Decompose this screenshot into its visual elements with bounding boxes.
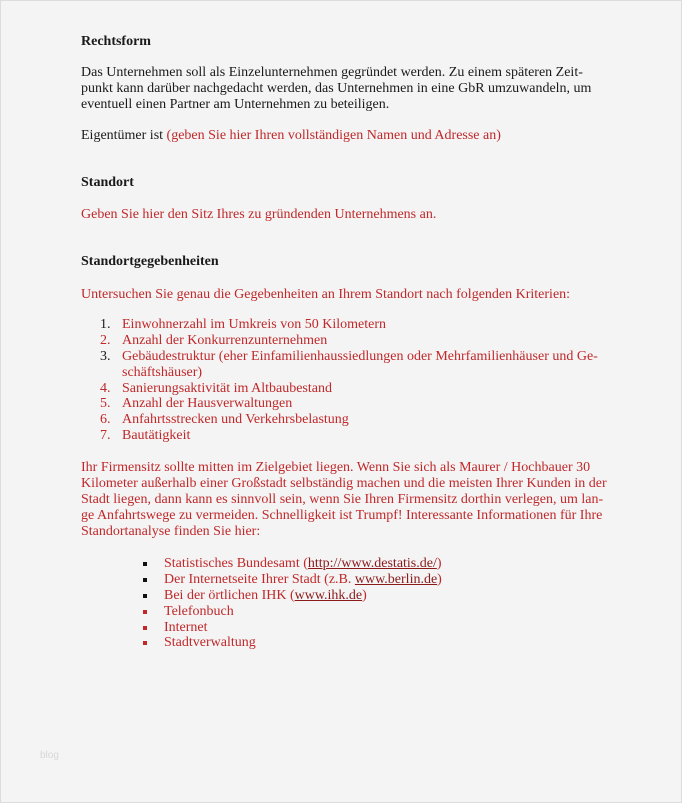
owner-placeholder: (geben Sie hier Ihren vollständigen Namen und Adresse an): [166, 128, 501, 143]
list-number: 5.: [100, 396, 111, 412]
list-number: 2.: [100, 332, 111, 348]
list-text: Telefonbuch: [164, 603, 234, 619]
list-text: Anzahl der Hausverwaltungen: [122, 396, 293, 412]
paragraph-line: Das Unternehmen soll als Einzelunternehmen gegründet werden. Zu einem späteren Zeit-: [81, 65, 583, 80]
berlin-link[interactable]: www.berlin.de: [354, 571, 438, 587]
standort-placeholder: Geben Sie hier den Sitz Ihres zu gründenden Unternehmens an.: [81, 207, 437, 222]
list-text: Statistisches Bundesamt (: [164, 556, 308, 571]
paragraph-line: Ihr Firmensitz sollte mitten im Zielgebiet liegen. Wenn Sie sich als Maurer / Hochbauer 30: [81, 460, 591, 475]
firmensitz-paragraph: [81, 460, 607, 540]
list-number: 6.: [100, 412, 111, 428]
paragraph-line: Kilometer außerhalb einer Großstadt selbständig machen und die meisten Ihrer Kunden in der: [81, 476, 607, 491]
list-text: Einwohnerzahl im Umkreis von 50 Kilometern: [122, 317, 386, 332]
paragraph-line: eventuell einen Partner am Unternehmen zu beteiligen.: [81, 97, 390, 112]
list-number: 4.: [100, 380, 111, 396]
list-text: Sanierungsaktivität im Altbaubestand: [122, 380, 332, 396]
list-text: ): [436, 556, 442, 571]
heading-rechtsform: Rechtsform: [81, 34, 151, 49]
list-text: ): [362, 587, 367, 603]
list-text: Gebäudestruktur (eher Einfamilienhaussiedlungen oder Mehrfamilienhäuser und Ge-: [122, 348, 598, 364]
list-text: Anfahrtsstrecken und Verkehrsbelastung: [122, 412, 349, 428]
owner-line: [81, 128, 501, 144]
list-text: Internet: [164, 619, 208, 635]
paragraph-line: ge Anfahrtswege zu vermeiden. Schnelligkeit ist Trumpf! Interessante Informationen für Ihre: [81, 508, 603, 523]
list-text: Stadtverwaltung: [164, 635, 256, 651]
list-text: Bautätigkeit: [122, 428, 191, 444]
bullet-icon: [143, 610, 147, 614]
list-text: ): [437, 571, 442, 587]
destatis-link[interactable]: http://www.destatis.de/: [307, 556, 437, 571]
bullet-icon: [143, 562, 147, 566]
paragraph-line: Stadt liegen, dann kann es sinnvoll sein, wenn Sie Ihren Firmensitz dorthin verlegen, um lan-: [81, 492, 604, 507]
bullet-icon: [143, 594, 147, 598]
rechtsform-paragraph: [81, 65, 591, 113]
criteria-intro: Untersuchen Sie genau die Gegebenheiten an Ihrem Standort nach folgenden Kriterien:: [81, 287, 571, 302]
bullet-icon: [143, 578, 147, 582]
list-text: Anzahl der Konkurrenzunternehmen: [122, 332, 328, 348]
heading-standort: Standort: [81, 175, 134, 190]
watermark: blog: [40, 750, 59, 761]
bullet-icon: [143, 626, 147, 630]
bullet-icon: [143, 641, 147, 645]
heading-standortgegebenheiten: Standortgegebenheiten: [81, 254, 219, 269]
paragraph-line: punkt kann darüber nachgedacht werden, das Unternehmen in eine GbR umzuwandeln, um: [81, 81, 592, 96]
owner-label: Eigentümer ist: [81, 128, 167, 143]
list-text: Der Internetseite Ihrer Stadt (z.B.: [164, 571, 355, 587]
ihk-link[interactable]: www.ihk.de: [294, 587, 363, 603]
list-text: schäftshäuser): [122, 364, 203, 380]
list-number: 7.: [100, 428, 111, 444]
paragraph-line: Standortanalyse finden Sie hier:: [81, 524, 261, 539]
list-number: 3.: [100, 348, 111, 364]
list-text: Bei der örtlichen IHK (: [164, 587, 295, 603]
list-number: 1.: [100, 317, 111, 332]
